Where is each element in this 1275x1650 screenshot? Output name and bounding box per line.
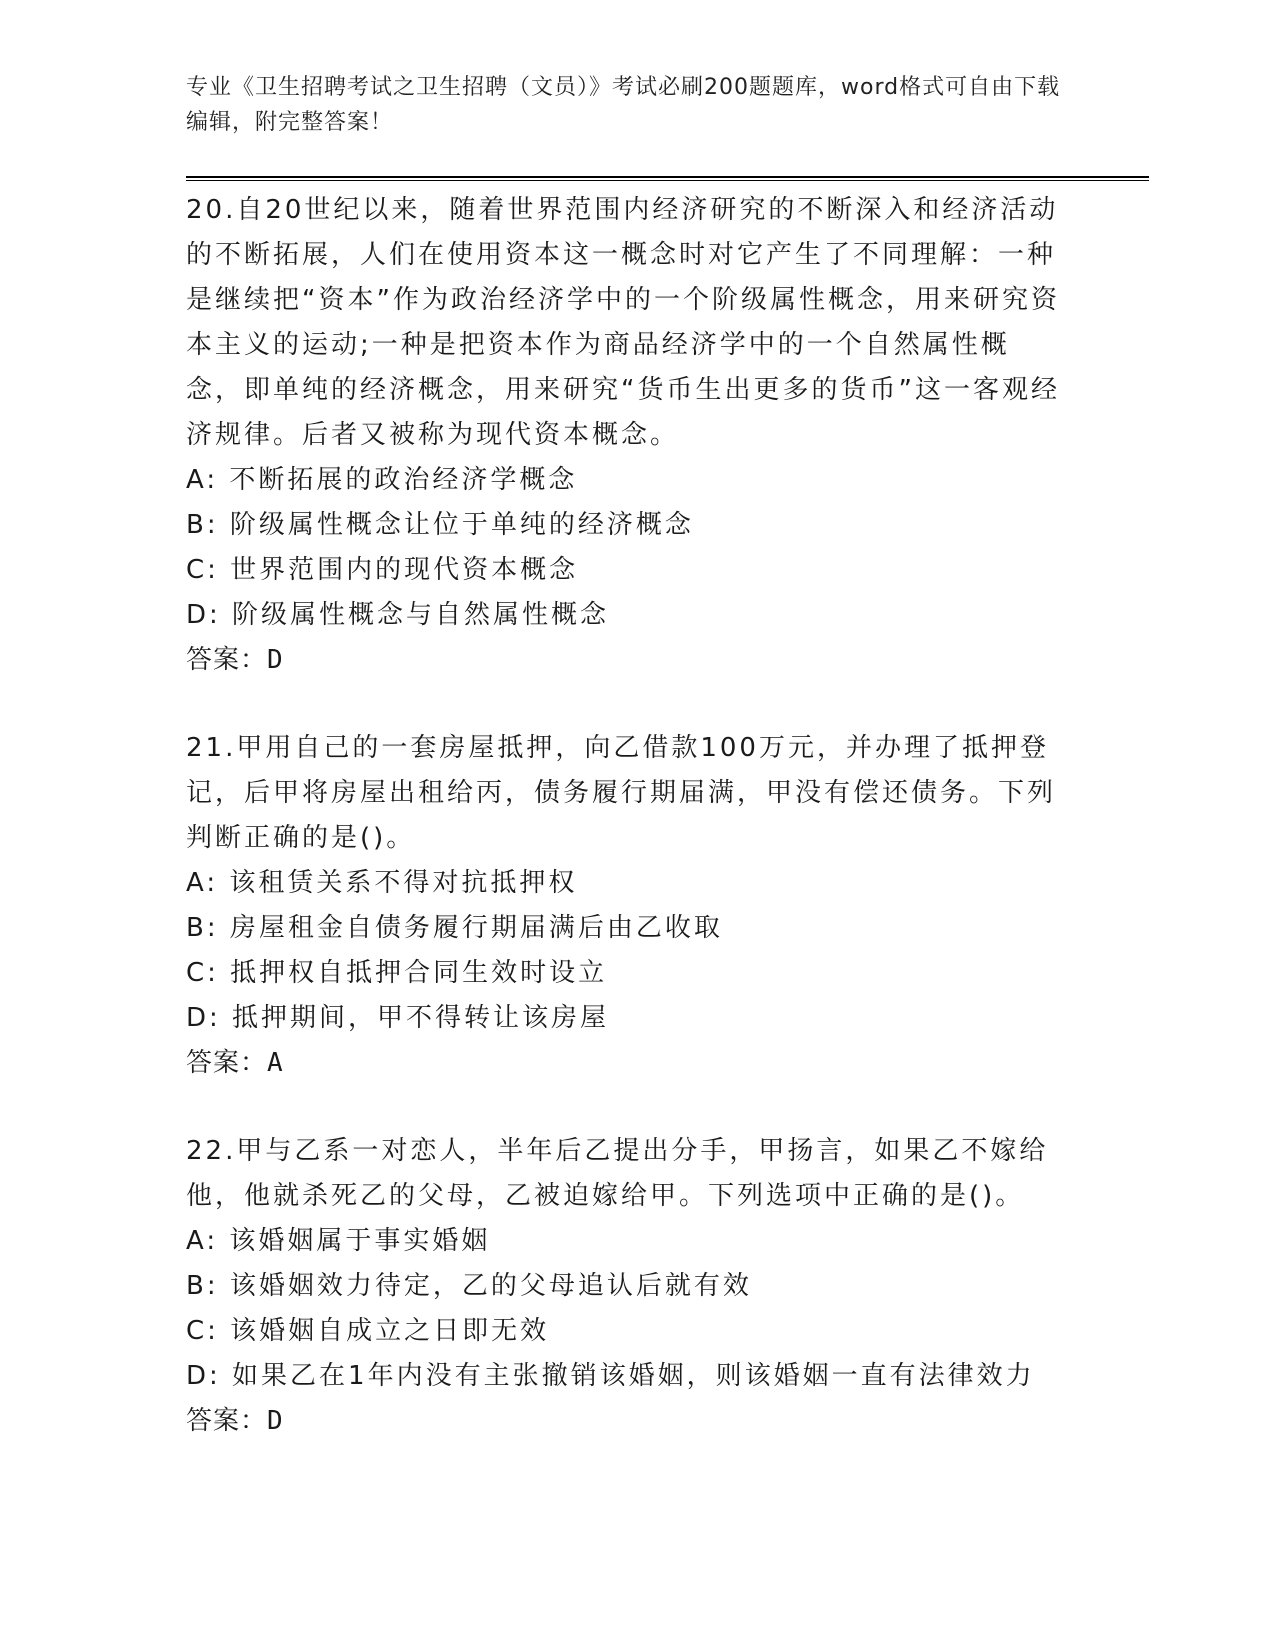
option-a: A: 不断拓展的政治经济学概念 [186, 465, 578, 495]
answer-label: 答案：D [186, 645, 284, 675]
option-c: C: 该婚姻自成立之日即无效 [186, 1316, 550, 1346]
question-stem: 21.甲用自己的一套房屋抵押，向乙借款100万元，并办理了抵押登记，后甲将房屋出租给丙，债务履行期届满，甲没有偿还债务。下列判断正确的是()。 [186, 733, 1057, 853]
question-item [186, 188, 1066, 683]
question-item [186, 1129, 1066, 1444]
option-c: C: 世界范围内的现代资本概念 [186, 555, 579, 585]
question-stem: 22.甲与乙系一对恋人，半年后乙提出分手，甲扬言，如果乙不嫁给他，他就杀死乙的父母，乙被迫嫁给甲。下列选项中正确的是()。 [186, 1136, 1049, 1211]
answer-label: 答案：A [186, 1048, 284, 1078]
option-b: B: 房屋租金自债务履行期届满后由乙收取 [186, 913, 723, 943]
option-c: C: 抵押权自抵押合同生效时设立 [186, 958, 608, 988]
question-list [186, 188, 1066, 1444]
option-b: B: 阶级属性概念让位于单纯的经济概念 [186, 510, 694, 540]
option-a: A: 该租赁关系不得对抗抵押权 [186, 868, 578, 898]
question-stem: 20.自20世纪以来，随着世界范围内经济研究的不断深入和经济活动的不断拓展，人们在使用资本这一概念时对它产生了不同理解：一种是继续把“资本”作为政治经济学中的一个阶级属性概念，用来研究资本主义的运动;一种是把资本作为商品经济学中的一个自然属性概念，即单纯的经济概念，用来研究“货币生出更多的货币”这一客观经济规律。后者又被称为现代资本概念。 [186, 195, 1060, 450]
option-d: D: 阶级属性概念与自然属性概念 [186, 600, 610, 630]
option-d: D: 如果乙在1年内没有主张撤销该婚姻，则该婚姻一直有法律效力 [186, 1361, 1035, 1391]
answer-label: 答案：D [186, 1406, 284, 1436]
option-a: A: 该婚姻属于事实婚姻 [186, 1226, 491, 1256]
option-d: D: 抵押期间，甲不得转让该房屋 [186, 1003, 610, 1033]
header-divider [186, 176, 1149, 181]
option-b: B: 该婚姻效力待定，乙的父母追认后就有效 [186, 1271, 752, 1301]
document-header: 专业《卫生招聘考试之卫生招聘（文员）》考试必刷200题题库，word格式可自由下载编辑，附完整答案！ [186, 75, 1061, 135]
question-item [186, 726, 1066, 1086]
